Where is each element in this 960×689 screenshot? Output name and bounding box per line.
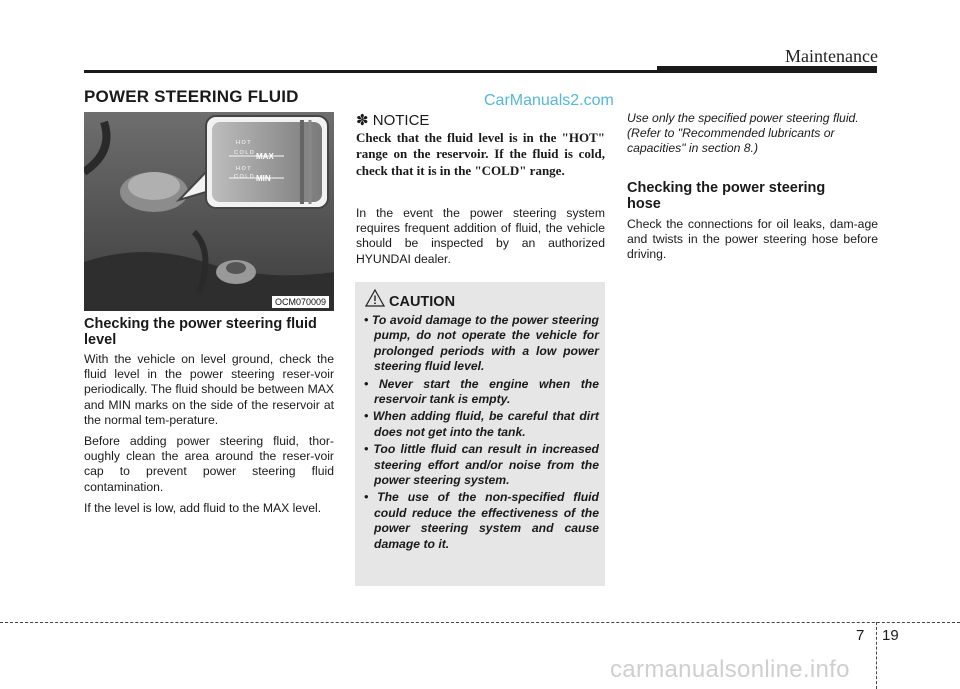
col3-italic-note: Use only the specified power steering fluid. (Refer to "Recommended lubricants or capacities" in section 8.): [627, 111, 859, 155]
caution-list: [361, 313, 599, 554]
engine-bay-photo: [84, 112, 334, 311]
col1-body: [84, 352, 334, 522]
caution-box: [355, 282, 605, 586]
notice-title: ✽ NOTICE: [356, 112, 430, 129]
label-max: MAX: [256, 152, 274, 161]
label-hot-top: H O T: [236, 140, 251, 146]
warning-triangle-icon: [365, 288, 385, 308]
watermark-top: CarManuals2.com: [484, 92, 614, 109]
col1-paragraph: If the level is low, add fluid to the MAX level.: [84, 500, 322, 515]
notice-body: In the event the power steering system requires frequent addition of fluid, the vehicle should be inspected by an authorized HYUNDAI dealer.: [356, 206, 605, 266]
label-hot-bottom: H O T: [236, 166, 251, 172]
page-number: 19: [882, 627, 899, 644]
header-rule: [84, 70, 657, 73]
header-rule-thick: [657, 66, 877, 73]
label-cold-bottom: C O L D: [234, 174, 254, 180]
col3-heading: Checking the power steering hose: [627, 180, 826, 212]
section-header: Maintenance: [785, 46, 878, 66]
label-cold-top: C O L D: [234, 150, 254, 156]
photo-code: OCM070009: [272, 296, 329, 308]
caution-item: • The use of the non-specified fluid could reduce the effectiveness of the power steering system and cause damage to it.: [364, 490, 599, 551]
footer-divider: [876, 622, 877, 689]
footer-rule: [0, 622, 960, 623]
reservoir-illustration: [84, 112, 334, 311]
page-title: POWER STEERING FLUID: [84, 87, 299, 106]
col3-body: Check the connections for oil leaks, dam-age and twists in the power steering hose before driving.: [627, 217, 878, 262]
notice-bold-text: Check that the fluid level is in the "HOT" range on the reservoir. If the fluid is cold, check that it is in the "COLD" range.: [356, 130, 605, 178]
caution-item: • To avoid damage to the power steering pump, do not operate the vehicle for prolonged periods with a low power steering fluid level.: [364, 313, 599, 374]
caution-item: • Never start the engine when the reservoir tank is empty.: [364, 376, 599, 407]
chapter-number: 7: [856, 627, 865, 644]
col1-heading: Checking the power steering fluid level: [84, 316, 317, 348]
col1-paragraph: Before adding power steering fluid, thor-oughly clean the area around the reser-voir cap to prevent power steering fluid contamination.: [84, 434, 334, 494]
watermark-bottom: carmanualsonline.info: [610, 656, 850, 683]
col1-paragraph: With the vehicle on level ground, check the fluid level in the power steering reser-voir periodically. The fluid should be between MAX and MIN marks on the side of the reservoir at the normal tem-perature.: [84, 352, 334, 427]
caution-item: • When adding fluid, be careful that dirt does not get into the tank.: [364, 409, 599, 439]
label-min: MIN: [256, 174, 271, 183]
caution-title: CAUTION: [389, 294, 456, 310]
caution-item: • Too little fluid can result in increased steering effort and/or noise from the power steering system.: [364, 442, 599, 488]
